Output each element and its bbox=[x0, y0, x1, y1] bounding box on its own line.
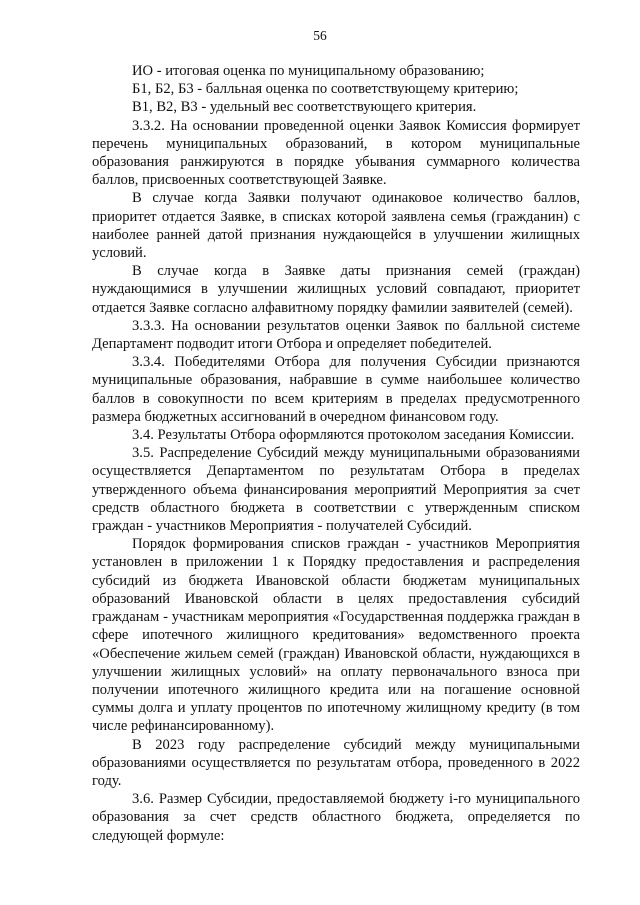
paragraph-io-definition: ИО - итоговая оценка по муниципальному образованию; bbox=[132, 63, 485, 79]
paragraph-2023: В 2023 году распределение субсидий между муниципальными образованиями осуществляется по результатам отбора, проведенного в 2022 году. bbox=[92, 736, 580, 789]
paragraph-same-date: В случае когда в Заявке даты признания семей (граждан) нуждающимися в улучшении жилищных условий совпадают, приоритет отдается Заявке согласно алфавитному порядку фамилии заявителей (семей). bbox=[92, 263, 580, 316]
body-text bbox=[92, 62, 580, 845]
paragraph-b-definition: Б1, Б2, Б3 - балльная оценка по соответствующему критерию; bbox=[132, 81, 519, 98]
paragraph-v-definition: В1, В2, В3 - удельный вес соответствующего критерия. bbox=[132, 99, 477, 116]
paragraph-3-4: 3.4. Результаты Отбора оформляются протоколом заседания Комиссии. bbox=[132, 427, 575, 444]
paragraph-3-3-4: 3.3.4. Победителями Отбора для получения Субсидии признаются муниципальные образования, набравшие в сумме наибольшее количество баллов в совокупности по всем критериям в пределах предусмотренного размера бюджетных ассигнований в очередном финансовом году. bbox=[92, 354, 580, 425]
paragraph-list-procedure: Порядок формирования списков граждан - участников Мероприятия установлен в приложении 1 к Порядку предоставления и распределения субсидий из бюджета Ивановской области бюджетам муниципальных образований Ивановской области в целях предоставления субсидий гражданам - участникам мероприятия «Государственная поддержка граждан в сфере ипотечного жилищного кредитования» ведомственного проекта «Обеспечение жильем семей (граждан) Ивановской области, нуждающихся в улучшении жилищных условий» на оплату первоначального взноса при получении ипотечного жилищного кредита или на погашение основной суммы долга и уплату процентов по ипотечному жилищному кредиту (в том числе рефинансированному). bbox=[92, 536, 580, 735]
paragraph-equal-score: В случае когда Заявки получают одинаковое количество баллов, приоритет отдается Заявке, в списках которой заявлена семья (гражданин) с наиболее ранней датой признания нуждающейся в улучшении жилищных условий. bbox=[92, 190, 580, 262]
paragraph-3-3-2: 3.3.2. На основании проведенной оценки Заявок Комиссия формирует перечень муниципальных образований, в котором муниципальные образования ранжируются в порядке убывания суммарного количества баллов, присвоенных соответствующей Заявке. bbox=[92, 117, 580, 189]
paragraph-3-3-3: 3.3.3. На основании результатов оценки Заявок по балльной системе Департамент подводит итоги Отбора и определяет победителей. bbox=[92, 317, 580, 353]
paragraph-3-5: 3.5. Распределение Субсидий между муниципальными образованиями осуществляется Департаментом по результатам Отбора в пределах утвержденного объема финансирования мероприятий Мероприятия за счет средств областного бюджета в соответствии с утвержденным списком граждан - участников Мероприятия - получателей Субсидий. bbox=[92, 445, 580, 535]
page-number: 56 bbox=[313, 28, 327, 43]
paragraph-3-6: 3.6. Размер Субсидии, предоставляемой бюджету i-го муниципального образования за счет средств областного бюджета, определяется по следующей формуле: bbox=[92, 791, 580, 844]
